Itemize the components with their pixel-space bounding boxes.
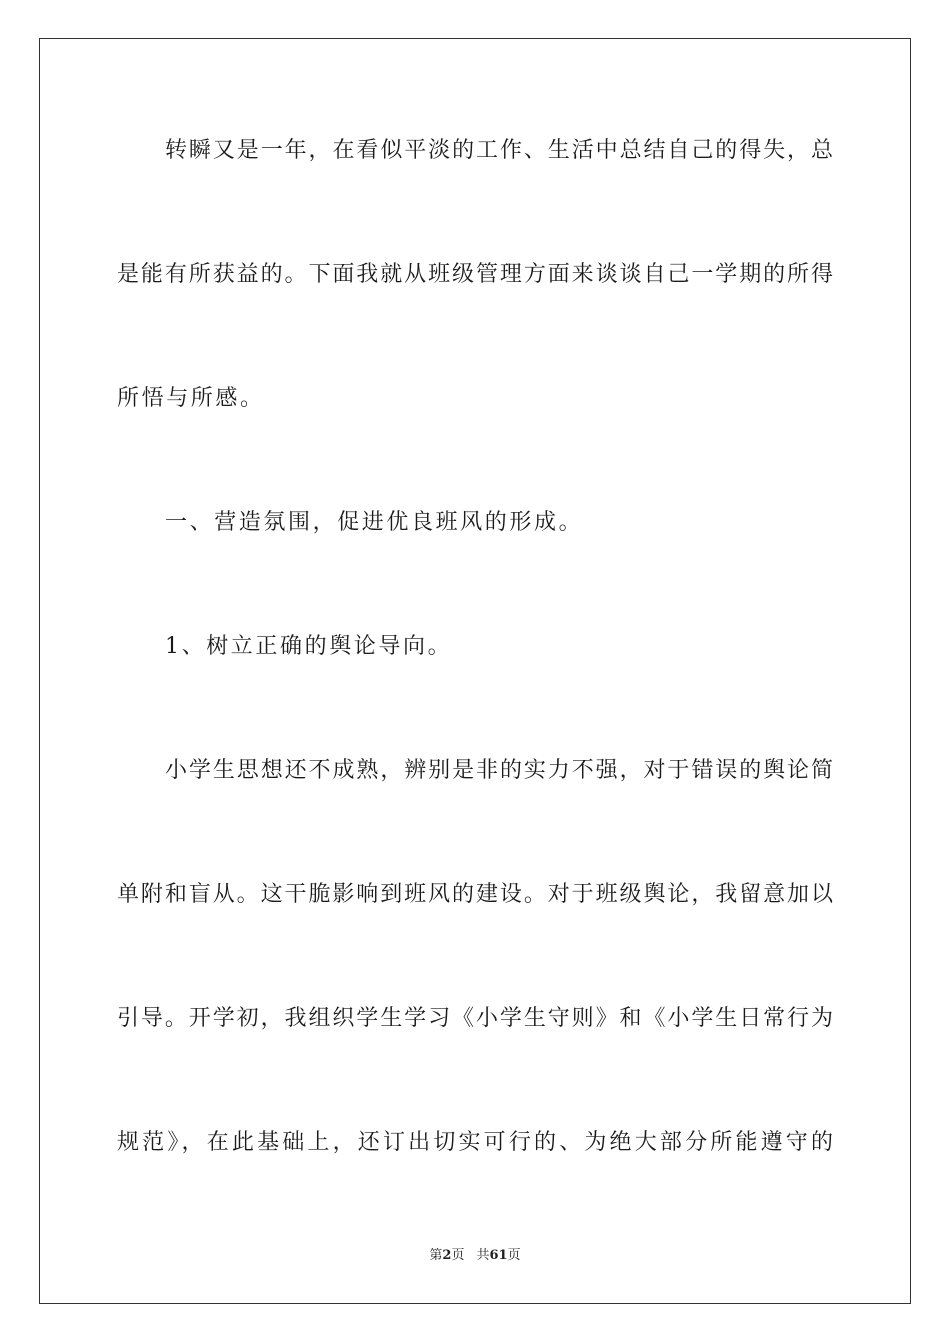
paragraph-2-line-3: 引导。开学初，我组织学生学习《小学生守则》和《小学生日常行为	[117, 1006, 833, 1031]
section-heading: 一、营造氛围，促进优良班风的形成。	[165, 510, 584, 535]
page-suffix: 页	[451, 1248, 465, 1263]
page-number: 2	[442, 1248, 452, 1263]
paragraph-1-line-3: 所悟与所感。	[117, 386, 265, 411]
paragraph-2-line-1: 小学生思想还不成熟，辨别是非的实力不强，对于错误的舆论简	[165, 758, 833, 783]
total-pages: 61	[489, 1248, 508, 1263]
total-prefix: 共	[476, 1248, 490, 1263]
page-border	[39, 38, 911, 1304]
total-suffix: 页	[507, 1248, 521, 1263]
paragraph-2-line-2: 单附和盲从。这干脆影响到班风的建设。对于班级舆论，我留意加以	[117, 882, 833, 907]
paragraph-1-line-1: 转瞬又是一年，在看似平淡的工作、生活中总结自己的得失，总	[165, 138, 833, 163]
paragraph-2-line-4: 规范》，在此基础上，还订出切实可行的、为绝大部分所能遵守的	[117, 1130, 833, 1155]
page-footer	[0, 1247, 950, 1265]
paragraph-1-line-2: 是能有所获益的。下面我就从班级管理方面来谈谈自己一学期的所得	[117, 262, 833, 287]
subsection-heading: 1、树立正确的舆论导向。	[165, 634, 453, 659]
page-prefix: 第	[429, 1248, 443, 1263]
